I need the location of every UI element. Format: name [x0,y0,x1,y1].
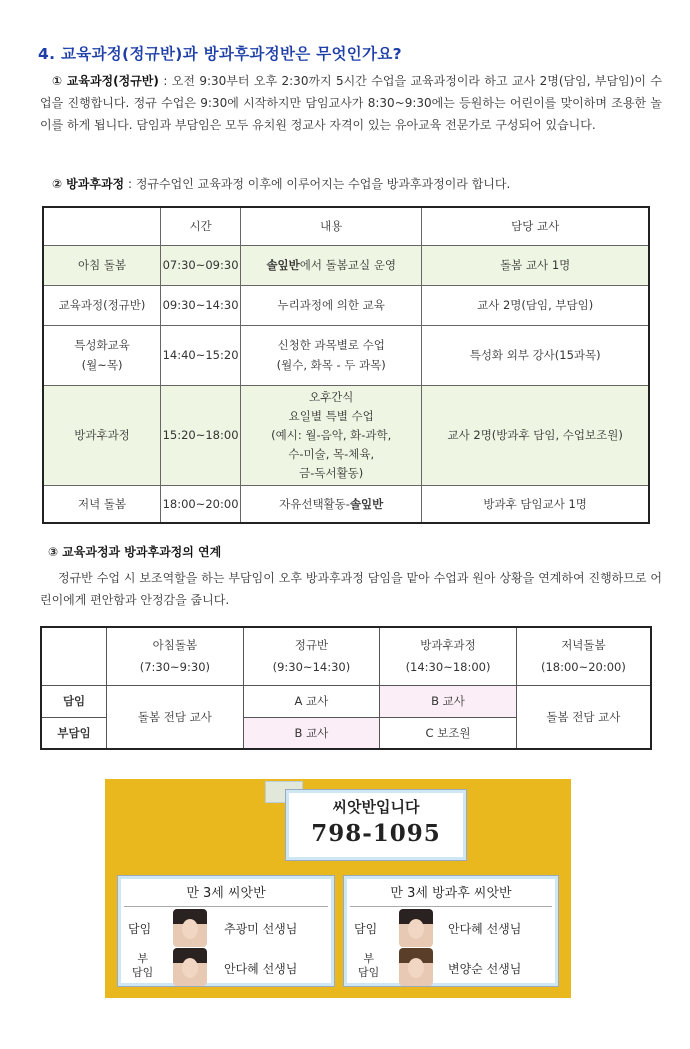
role-label: 담임 [354,922,378,936]
role-label-line: 부 [363,952,374,965]
row-content [241,325,422,385]
content-line: 신청한 과목별로 수업 [277,338,385,352]
row-name-line: (월~목) [81,358,123,372]
header-time: 시간 [161,207,241,245]
row-content [241,485,422,523]
row-teacher: 방과후 담임교사 1명 [422,485,649,523]
link-text: 정규반 수업 시 보조역할을 하는 부담임이 오후 방과후과정 담임을 맡아 수업과 원아 상황을 연계하여 진행하므로 어린이에게 편안함과 안정감을 줍니다. [40,571,662,607]
table-row [43,285,649,325]
role-label-line: 담임 [132,966,154,979]
afterschool-text: : 정규수업인 교육과정 이후에 이루어지는 수업을 방과후과정이라 합니다. [127,177,511,191]
item-number: ③ [48,545,59,559]
teacher-name: 변양순 선생님 [448,962,522,976]
row-content: 누리과정에 의한 교육 [241,285,422,325]
paragraph-link [40,567,662,611]
role-label [358,952,379,980]
row-name: 아침 돌봄 [43,245,161,285]
table-row [43,245,649,285]
term-afterschool: 방과후과정 [66,177,125,191]
row-name: 방과후과정 [43,385,161,485]
row-content [241,245,422,285]
row-content [241,385,422,485]
row-teacher: 교사 2명(방과후 담임, 수업보조원) [422,385,649,485]
col-header [516,627,651,685]
role-label: 담임 [128,922,152,936]
row-time: 15:20~18:00 [161,385,241,485]
schedule-table [42,206,650,524]
role-label [132,952,153,980]
divider [124,906,328,907]
paragraph-afterschool [40,173,662,195]
teacher-name: 안다혜 선생님 [448,922,522,936]
content-line: 요일별 특별 수업 [288,408,374,423]
row-time: 14:40~15:20 [161,325,241,385]
item-number: ② [52,177,63,191]
row-label-homeroom: 담임 [41,685,107,717]
sign-phone: 798-1095 [311,820,441,847]
content-text: 에서 돌봄교실 운영 [299,258,396,272]
col-header [243,627,380,685]
curriculum-text: : 오전 9:30부터 오후 2:30까지 5시간 수업을 교육과정이라 하고 교사 2명(담임, 부담임)이 수업을 진행합니다. 정규 수업은 9:30에 시작하지만 담임교사가 8:30~9:30에는 등원하는 어린이를 맞이하며 조용한 놀이를 하게 됩니다. 담임과 부담임은 모두 유치원 정교사 자격이 있는 유아교육 전문가로 구성되어 있습니다. [40,74,662,132]
table-row [43,485,649,523]
teacher-a: A 교사 [243,685,380,717]
card-title: 만 3세 씨앗반 [186,886,266,901]
paragraph-curriculum [40,70,662,136]
content-line: (예시: 월-음악, 화-과학, [271,427,392,442]
sign-title: 씨앗반입니다 [332,798,420,816]
teacher-photo [173,948,207,986]
row-teacher: 돌봄 교사 1명 [422,245,649,285]
teacher-card-left [117,875,335,987]
class-name: 솔잎반 [266,258,300,272]
table-row [43,385,649,485]
row-name-line: 특성화교육 [74,338,130,352]
header-teacher: 담당 교사 [422,207,649,245]
row-teacher: 교사 2명(담임, 부담임) [422,285,649,325]
card-title: 만 3세 방과후 씨앗반 [390,886,512,901]
col-time: (9:30~14:30) [272,660,351,675]
col-name: 정규반 [294,638,329,653]
teacher-name: 추광미 선생님 [224,922,298,936]
col-time: (14:30~18:00) [405,660,491,675]
row-time: 18:00~20:00 [161,485,241,523]
content-line: (월수, 화목 - 두 과목) [276,358,386,372]
teacher-card-right [343,875,559,987]
link-table [40,626,652,750]
col-name: 저녁돌봄 [561,638,606,653]
col-time: (18:00~20:00) [540,660,626,675]
item-number: ① [52,74,63,88]
teacher-b-afterschool: B 교사 [380,685,517,717]
content-line: 금-독서활동) [299,465,364,480]
class-name: 솔잎반 [349,496,384,511]
term-link: 교육과정과 방과후과정의 연계 [62,545,222,559]
teacher-name: 안다혜 선생님 [224,962,298,976]
content-line: 수-미술, 목-체육, [288,446,375,461]
col-header [107,627,244,685]
term-curriculum: 교육과정(정규반) [66,74,159,88]
table-header-row [43,207,649,245]
row-name [43,325,161,385]
divider [350,906,552,907]
row-label-assistant: 부담임 [41,717,107,749]
col-name: 아침돌봄 [152,638,198,653]
assistant-c: C 보조원 [380,717,517,749]
header-empty [41,627,107,685]
care-teacher-evening: 돌봄 전담 교사 [516,685,651,749]
teacher-b-regular: B 교사 [243,717,380,749]
row-time: 09:30~14:30 [161,285,241,325]
teacher-photo [399,948,433,986]
content-line: 오후간식 [308,389,354,404]
classroom-sign-photo [105,779,571,998]
table-row [43,325,649,385]
row-teacher: 특성화 외부 강사(15과목) [422,325,649,385]
teacher-photo [399,909,433,947]
col-header [380,627,517,685]
section-heading: 4. 교육과정(정규반)과 방과후과정반은 무엇인가요? [38,45,402,63]
teacher-photo [173,909,207,947]
content-text: 자유선택활동- [279,496,350,511]
role-label-line: 부 [137,952,148,965]
role-label-line: 담임 [358,966,380,979]
col-time: (7:30~9:30) [139,660,210,675]
class-sign-card [285,789,467,861]
row-time: 07:30~09:30 [161,245,241,285]
row-name: 교육과정(정규반) [43,285,161,325]
col-name: 방과후과정 [420,638,476,653]
header-empty [43,207,161,245]
header-content: 내용 [241,207,422,245]
paragraph-link-title [48,541,660,563]
table-header-row [41,627,651,685]
care-teacher-morning: 돌봄 전담 교사 [107,685,244,749]
table-row [41,685,651,717]
row-name: 저녁 돌봄 [43,485,161,523]
